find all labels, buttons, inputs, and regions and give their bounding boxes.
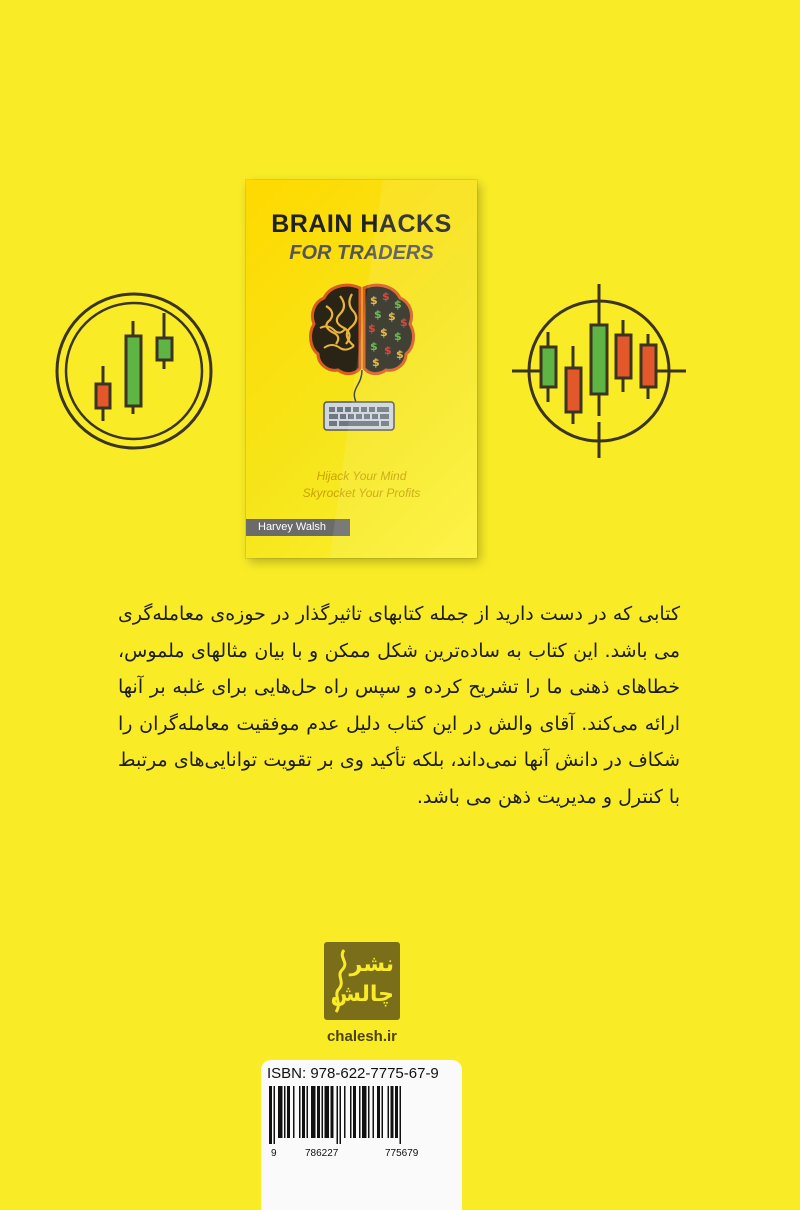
- publisher-logo-text: [331, 950, 394, 1010]
- book-cover: [246, 180, 477, 558]
- logo-line-1: نشر: [349, 952, 394, 977]
- svg-text:$: $: [370, 294, 378, 307]
- svg-text:$: $: [370, 340, 378, 353]
- keyboard-icon: [324, 402, 394, 430]
- book-subtitle: FOR TRADERS: [289, 242, 434, 264]
- publisher-website: chalesh.ir: [326, 1028, 398, 1045]
- candlestick-chart-icon: [54, 291, 214, 451]
- svg-text:$: $: [374, 308, 382, 321]
- svg-text:$: $: [382, 290, 390, 303]
- svg-text:$: $: [394, 298, 402, 311]
- tagline-line-1: Hijack Your Mind: [316, 469, 407, 483]
- isbn-label: ISBN: 978-622-7775-67-9: [267, 1065, 439, 1082]
- svg-text:$: $: [400, 316, 408, 329]
- svg-text:$: $: [388, 310, 396, 323]
- svg-text:$: $: [396, 348, 404, 361]
- svg-text:$: $: [368, 322, 376, 335]
- publisher-logo: [324, 942, 400, 1020]
- barcode-digit-first: 9: [271, 1148, 277, 1159]
- author-label: Harvey Walsh: [246, 519, 350, 536]
- book-tagline: [246, 468, 477, 502]
- barcode-icon: [269, 1086, 455, 1144]
- svg-text:$: $: [372, 356, 380, 369]
- book-title: BRAIN HACKS: [271, 210, 452, 238]
- isbn-barcode-box: [261, 1060, 462, 1210]
- book-description: کتابی که در دست دارید از جمله کتابهای تاثیرگذار در حوزه‌ی معامله‌گری می باشد. این کتاب به ساده‌ترین شکل ممکن و با بیان مثالهای ملموس، خطاهای ذهنی ما را تشریح کرده و سپس راه حل‌هایی برای غلبه بر آنها ارائه می‌کند. آقای والش در این کتاب دلیل عدم موفقیت معامله‌گران را شکاف در دانش آنها نمی‌داند، بلکه تأکید وی بر تقویت توانایی‌های مرتبط با کنترل و مدیریت ذهن می باشد.: [118, 603, 680, 808]
- barcode-digits-group-1: 786227: [305, 1148, 339, 1159]
- tagline-line-2: Skyrocket Your Profits: [302, 486, 421, 500]
- svg-text:$: $: [384, 344, 392, 357]
- svg-text:$: $: [394, 330, 402, 343]
- barcode-digits-group-2: 775679: [385, 1148, 419, 1159]
- brain-icon: [306, 278, 418, 438]
- crosshair-candlestick-icon: [512, 284, 686, 458]
- logo-line-2: چالش: [330, 982, 394, 1007]
- svg-text:$: $: [380, 326, 388, 339]
